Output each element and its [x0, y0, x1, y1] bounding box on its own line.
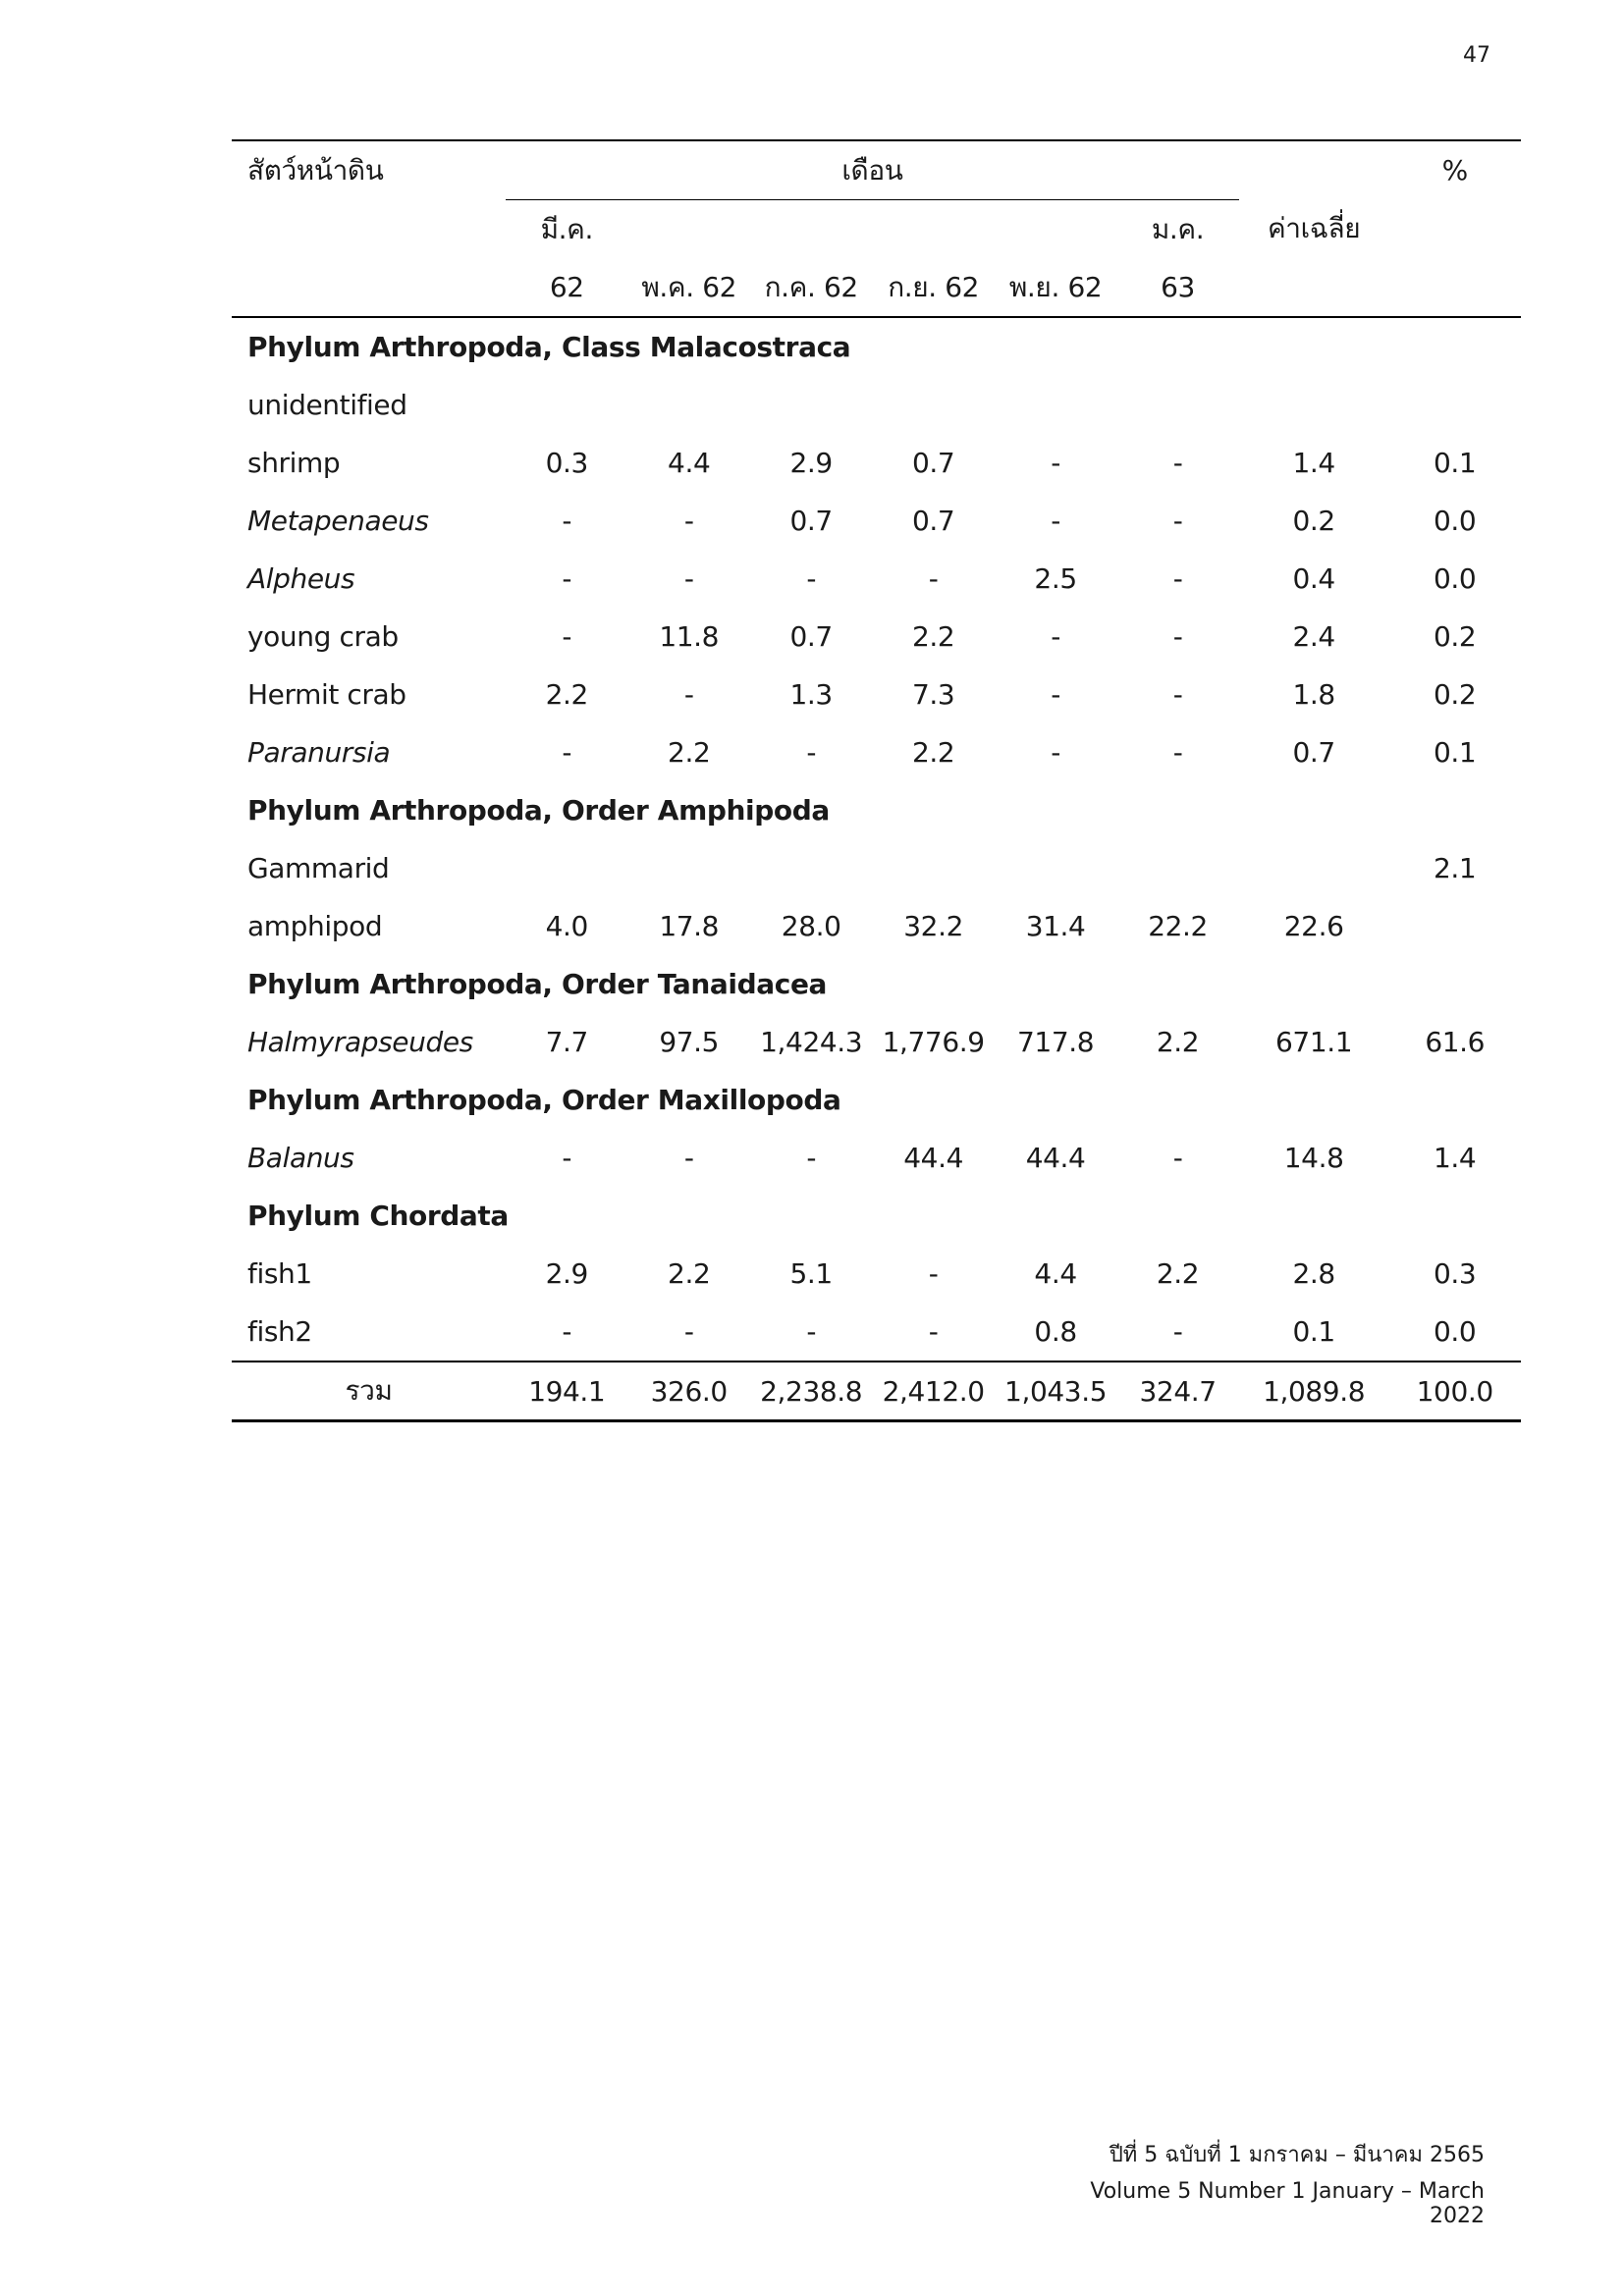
cell-percent: 2.1 [1434, 852, 1477, 884]
cell-mean: 2.4 [1292, 620, 1335, 653]
taxon-name: amphipod [247, 910, 383, 942]
total-value: 194.1 [506, 1362, 627, 1421]
cell-value: 2.2 [668, 1257, 711, 1290]
taxon-name: Halmyrapseudes [247, 1026, 473, 1058]
taxon-name: Gammarid [247, 852, 390, 884]
cell-value: - [562, 620, 572, 653]
cell-value: 1,776.9 [882, 1026, 985, 1058]
footer-issue-english: Volume 5 Number 1 January – March 2022 [1090, 2179, 1485, 2228]
table-row [232, 666, 1521, 723]
cell-mean: 671.1 [1275, 1026, 1353, 1058]
cell-value: - [806, 1142, 817, 1174]
cell-value: 7.3 [911, 678, 955, 711]
cell-mean: 0.1 [1292, 1315, 1335, 1348]
table-row [232, 897, 1521, 955]
cell-value: - [683, 505, 694, 537]
section-row [232, 1187, 1521, 1245]
cell-value: 2.2 [668, 736, 711, 769]
cell-value: - [1172, 1315, 1183, 1348]
cell-value: - [1172, 562, 1183, 595]
cell-value: 2.9 [545, 1257, 588, 1290]
cell-value: 2.2 [911, 620, 955, 653]
month-header-bottom: ก.ย. 62 [872, 258, 994, 317]
cell-percent: 0.1 [1434, 736, 1477, 769]
total-value: 324.7 [1116, 1362, 1239, 1421]
cell-value: - [806, 1315, 817, 1348]
month-header-top [995, 200, 1116, 259]
cell-value: 0.7 [789, 505, 833, 537]
cell-mean: 0.4 [1292, 562, 1335, 595]
cell-mean: 1.4 [1292, 447, 1335, 479]
cell-value: - [683, 678, 694, 711]
table-row [232, 1013, 1521, 1071]
cell-value: 4.4 [668, 447, 711, 479]
cell-value: - [928, 1315, 939, 1348]
cell-percent: 0.0 [1434, 562, 1477, 595]
cell-value: 97.5 [659, 1026, 720, 1058]
benthos-density-table [232, 139, 1521, 1422]
cell-value: 2.5 [1034, 562, 1077, 595]
cell-value: - [1172, 505, 1183, 537]
table-row [232, 550, 1521, 608]
section-row [232, 317, 1521, 376]
cell-value: - [928, 562, 939, 595]
month-header-top [872, 200, 994, 259]
taxon-name: unidentified [247, 389, 407, 421]
table-row [232, 1245, 1521, 1303]
cell-value: 32.2 [903, 910, 963, 942]
section-row [232, 1071, 1521, 1129]
cell-value: 17.8 [659, 910, 720, 942]
month-header-bottom: พ.ย. 62 [995, 258, 1116, 317]
cell-value: 0.3 [545, 447, 588, 479]
cell-value: - [562, 562, 572, 595]
cell-percent: 0.0 [1434, 1315, 1477, 1348]
mean-column-header: ค่าเฉลี่ย [1267, 212, 1361, 245]
taxon-name: fish1 [247, 1257, 312, 1290]
total-label: รวม [232, 1362, 506, 1421]
month-header-bottom: 62 [506, 258, 627, 317]
cell-value: 1.3 [789, 678, 833, 711]
cell-value: 717.8 [1017, 1026, 1095, 1058]
cell-value: 0.7 [789, 620, 833, 653]
table-row [232, 492, 1521, 550]
cell-value: 0.7 [911, 447, 955, 479]
section-heading: Phylum Arthropoda, Order Amphipoda [247, 794, 830, 827]
cell-value: - [1051, 678, 1060, 711]
cell-value: 2.2 [1156, 1257, 1200, 1290]
cell-value: 31.4 [1025, 910, 1086, 942]
cell-value: - [1051, 620, 1060, 653]
cell-value: - [928, 1257, 939, 1290]
month-header-bottom: ก.ค. 62 [750, 258, 872, 317]
cell-mean: 1.8 [1292, 678, 1335, 711]
table-row [232, 608, 1521, 666]
cell-value: - [683, 1142, 694, 1174]
total-percent: 100.0 [1388, 1362, 1521, 1421]
month-header-top: ม.ค. [1151, 212, 1205, 245]
cell-value: 2.2 [545, 678, 588, 711]
cell-value: - [1172, 620, 1183, 653]
cell-value: 1,424.3 [760, 1026, 863, 1058]
cell-value: 4.0 [545, 910, 588, 942]
table-row [232, 1129, 1521, 1187]
taxon-column-header: สัตว์หน้าดิน [232, 140, 506, 200]
cell-percent: 0.2 [1434, 620, 1477, 653]
total-value: 326.0 [628, 1362, 750, 1421]
month-header-bottom: พ.ค. 62 [628, 258, 750, 317]
cell-value: 2.9 [789, 447, 833, 479]
cell-mean: 0.2 [1292, 505, 1335, 537]
cell-value: 4.4 [1034, 1257, 1077, 1290]
cell-percent: 0.2 [1434, 678, 1477, 711]
taxon-name: shrimp [247, 447, 341, 479]
cell-value: - [806, 562, 817, 595]
cell-percent: 61.6 [1425, 1026, 1486, 1058]
cell-value: - [1051, 736, 1060, 769]
table-row [232, 434, 1521, 492]
month-group-header: เดือน [506, 140, 1239, 200]
taxon-name: young crab [247, 620, 399, 653]
month-header-top [628, 200, 750, 259]
footer-issue-thai: ปีที่ 5 ฉบับที่ 1 มกราคม – มีนาคม 2565 [1109, 2143, 1485, 2167]
header-row-2 [232, 200, 1521, 259]
table-row [232, 839, 1521, 897]
section-heading: Phylum Arthropoda, Class Malacostraca [247, 331, 851, 363]
cell-value: 2.2 [911, 736, 955, 769]
cell-value: - [1172, 678, 1183, 711]
percent-column-header: % [1388, 140, 1521, 200]
table-row [232, 376, 1521, 434]
cell-value: 7.7 [545, 1026, 588, 1058]
cell-value: 5.1 [789, 1257, 833, 1290]
total-mean: 1,089.8 [1239, 1362, 1389, 1421]
cell-percent: 0.1 [1434, 447, 1477, 479]
header-row-1 [232, 140, 1521, 200]
taxon-name: fish2 [247, 1315, 312, 1348]
total-value: 2,412.0 [872, 1362, 994, 1421]
cell-percent: 0.3 [1434, 1257, 1477, 1290]
cell-value: 44.4 [1025, 1142, 1086, 1174]
section-row [232, 781, 1521, 839]
total-value: 2,238.8 [750, 1362, 872, 1421]
cell-value: - [1172, 447, 1183, 479]
cell-value: 28.0 [781, 910, 841, 942]
cell-value: - [1172, 736, 1183, 769]
cell-value: 44.4 [903, 1142, 963, 1174]
table-row [232, 723, 1521, 781]
section-heading: Phylum Arthropoda, Order Tanaidacea [247, 968, 828, 1000]
section-row [232, 955, 1521, 1013]
cell-percent: 1.4 [1434, 1142, 1477, 1174]
taxon-name: Balanus [247, 1142, 354, 1174]
cell-value: - [806, 736, 817, 769]
cell-value: 0.7 [911, 505, 955, 537]
total-value: 1,043.5 [995, 1362, 1116, 1421]
total-row [232, 1362, 1521, 1421]
cell-mean: 22.6 [1283, 910, 1344, 942]
cell-value: - [1051, 447, 1060, 479]
taxon-name: Metapenaeus [247, 505, 429, 537]
month-header-top [750, 200, 872, 259]
month-header-bottom: 63 [1116, 258, 1239, 317]
cell-percent: 0.0 [1434, 505, 1477, 537]
cell-value: - [562, 1315, 572, 1348]
cell-value: - [683, 1315, 694, 1348]
section-heading: Phylum Arthropoda, Order Maxillopoda [247, 1084, 841, 1116]
cell-value: - [1051, 505, 1060, 537]
section-heading: Phylum Chordata [247, 1200, 509, 1232]
table-row [232, 1303, 1521, 1362]
cell-mean: 14.8 [1283, 1142, 1344, 1174]
header-row-3 [232, 258, 1521, 317]
cell-mean: 2.8 [1292, 1257, 1335, 1290]
page-number: 47 [1463, 43, 1490, 68]
cell-value: - [562, 505, 572, 537]
month-header-top: มี.ค. [540, 212, 593, 245]
cell-value: 22.2 [1148, 910, 1208, 942]
cell-value: 11.8 [659, 620, 720, 653]
cell-value: 2.2 [1156, 1026, 1200, 1058]
cell-value: - [1172, 1142, 1183, 1174]
cell-value: - [562, 736, 572, 769]
taxon-name: Alpheus [247, 562, 355, 595]
cell-value: - [683, 562, 694, 595]
taxon-name: Paranursia [247, 736, 391, 769]
cell-value: - [562, 1142, 572, 1174]
cell-value: 0.8 [1034, 1315, 1077, 1348]
cell-mean: 0.7 [1292, 736, 1335, 769]
taxon-name: Hermit crab [247, 678, 406, 711]
